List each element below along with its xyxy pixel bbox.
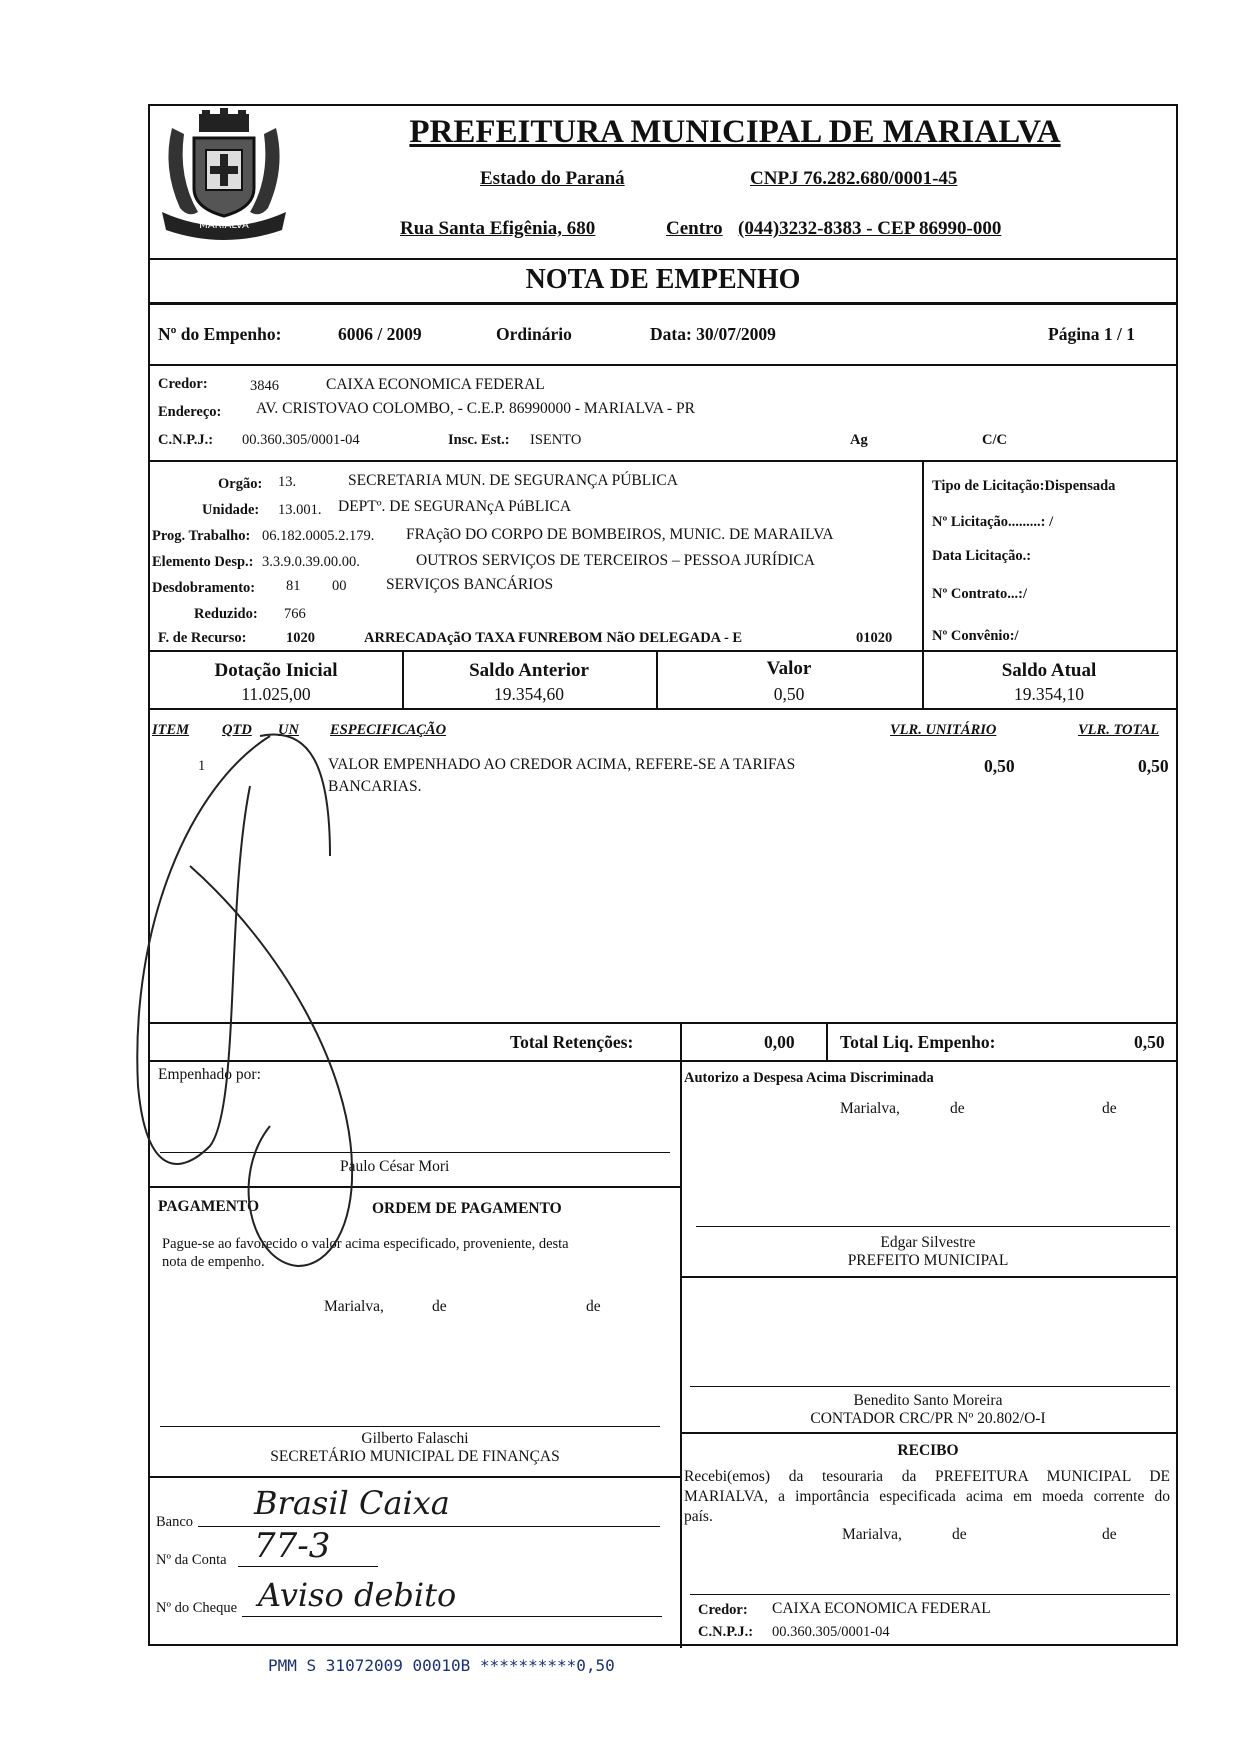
recibo-cnpj-label: C.N.P.J.: [698, 1624, 754, 1640]
prefeito-title: PREFEITO MUNICIPAL [847, 1252, 1009, 1269]
secretario-title: SECRETÁRIO MUNICIPAL DE FINANÇAS [270, 1448, 560, 1465]
recibo-cnpj: 00.360.305/0001-04 [772, 1624, 890, 1640]
cheque-line [242, 1616, 662, 1617]
prog-trabalho-label: Prog. Trabalho: [152, 528, 251, 544]
autorizo-label: Autorizo a Despesa Acima Discriminada [684, 1070, 934, 1086]
recibo-line-3: país. [684, 1508, 713, 1525]
recurso-name: ARRECADAçãO TAXA FUNREBOM NãO DELEGADA - E [364, 630, 743, 646]
cnpj-label: C.N.P.J.: [158, 432, 214, 448]
row-item-number: 1 [198, 758, 206, 774]
credor-cnpj: 00.360.305/0001-04 [242, 432, 360, 448]
divider [826, 1022, 828, 1060]
convenio-numero: Nº Convênio:/ [932, 628, 1019, 644]
total-liquido-label: Total Liq. Empenho: [840, 1032, 996, 1052]
recibo-de-1: de [952, 1526, 967, 1543]
address-district: Centro [666, 218, 723, 239]
empenhado-por-label: Empenhado por: [158, 1066, 261, 1083]
page-number: Página 1 / 1 [1048, 324, 1136, 344]
autorizo-de-2: de [1102, 1100, 1117, 1117]
col-header-qtd: QTD [222, 722, 252, 738]
conta-line [238, 1566, 378, 1567]
desdobramento-name: SERVIÇOS BANCÁRIOS [386, 576, 554, 593]
pagamento-text-line-2: nota de empenho. [162, 1254, 265, 1270]
valor-value: 0,50 [773, 684, 805, 704]
total-liquido-value: 0,50 [1134, 1032, 1165, 1052]
divider [680, 1432, 1176, 1434]
recibo-line-1: Recebi(emos) da tesouraria da PREFEITURA MUNICIPAL DE [684, 1468, 1170, 1485]
desdobramento-code-2: 00 [332, 578, 347, 594]
recibo-city: Marialva, [842, 1526, 902, 1543]
recurso-label: F. de Recurso: [158, 630, 247, 646]
address-phone-cep: (044)3232-8383 - CEP 86990-000 [738, 218, 1002, 239]
divider [150, 302, 1176, 305]
empenhado-por-name: Paulo César Mori [340, 1158, 450, 1175]
credor-address: AV. CRISTOVAO COLOMBO, - C.E.P. 86990000 - MARIALVA - PR [256, 400, 695, 417]
divider [150, 364, 1176, 366]
prog-trabalho-name: FRAçãO DO CORPO DE BOMBEIROS, MUNIC. DE MARAILVA [406, 526, 834, 543]
elemento-name: OUTROS SERVIÇOS DE TERCEIROS – PESSOA JURÍDICA [416, 552, 815, 569]
total-retencoes-label: Total Retenções: [510, 1032, 634, 1052]
reduzido-value: 766 [284, 606, 306, 622]
orgao-code: 13. [278, 474, 297, 490]
recibo-line-2: MARIALVA, a importância especificada acima em moeda corrente do [684, 1488, 1170, 1505]
credor-code: 3846 [250, 378, 279, 394]
divider [150, 460, 1176, 462]
recibo-credor-name: CAIXA ECONOMICA FEDERAL [772, 1600, 991, 1617]
recurso-code-2: 01020 [856, 630, 893, 646]
pagamento-city: Marialva, [324, 1298, 384, 1315]
contrato-numero: Nº Contrato...:/ [932, 586, 1027, 602]
credor-name: CAIXA ECONOMICA FEDERAL [326, 376, 545, 393]
orgao-label: Orgão: [218, 476, 263, 492]
empenho-number: 6006 / 2009 [338, 324, 422, 344]
divider [680, 1022, 682, 1060]
ordem-pagamento-label: ORDEM DE PAGAMENTO [372, 1200, 562, 1217]
handwritten-oval-mark [130, 706, 430, 1306]
row-total-value: 0,50 [1138, 756, 1169, 776]
cheque-handwritten: Aviso debito [258, 1576, 457, 1614]
secretario-name: Gilberto Falaschi [361, 1430, 469, 1447]
nota-de-empenho-form [148, 104, 1178, 1646]
unidade-code: 13.001. [278, 502, 322, 518]
unidade-name: DEPTº. DE SEGURANçA PúBLICA [338, 498, 572, 515]
col-header-un: UN [278, 722, 299, 738]
document-title: NOTA DE EMPENHO [525, 264, 801, 295]
row-description-line-2: BANCARIAS. [328, 778, 422, 795]
prefeito-name: Edgar Silvestre [880, 1234, 976, 1251]
col-header-item: ITEM [152, 722, 190, 738]
signature-line [690, 1386, 1170, 1387]
saldo-anterior-label: Saldo Anterior [469, 660, 589, 681]
banco-label: Banco [156, 1514, 194, 1530]
insc-label: Insc. Est.: [448, 432, 510, 448]
row-unit-value: 0,50 [984, 756, 1015, 776]
elemento-label: Elemento Desp.: [152, 554, 254, 570]
recibo-title: RECIBO [897, 1442, 959, 1459]
divider [150, 1476, 680, 1478]
saldo-anterior-value: 19.354,60 [494, 684, 564, 704]
cnpj-header: CNPJ 76.282.680/0001-45 [750, 168, 958, 189]
licitacao-data: Data Licitação.: [932, 548, 1032, 564]
saldo-atual-label: Saldo Atual [1001, 660, 1097, 681]
empenho-label: Nº do Empenho: [158, 324, 282, 344]
empenho-type: Ordinário [496, 324, 572, 344]
endereco-label: Endereço: [158, 404, 222, 420]
credor-label: Credor: [158, 376, 208, 392]
unidade-label: Unidade: [202, 502, 260, 518]
desdobramento-code-1: 81 [286, 578, 301, 594]
row-description-line-1: VALOR EMPENHADO AO CREDOR ACIMA, REFERE-SE A TARIFAS [328, 756, 796, 773]
address-street: Rua Santa Efigênia, 680 [400, 218, 596, 239]
reduzido-label: Reduzido: [194, 606, 258, 622]
col-header-especificacao: ESPECIFICAÇÃO [330, 722, 447, 738]
conta-corrente-label: C/C [982, 432, 1007, 448]
divider [922, 460, 924, 650]
pagamento-label: PAGAMENTO [158, 1198, 260, 1215]
signature-line [690, 1594, 1170, 1595]
crest-motto: MARIALVA [199, 220, 249, 231]
elemento-code: 3.3.9.0.39.00.00. [262, 554, 360, 570]
divider [150, 258, 1176, 260]
pagamento-text-line-1: Pague-se ao favorecido o valor acima especificado, proveniente, desta [162, 1236, 569, 1252]
insc-value: ISENTO [530, 432, 582, 448]
col-header-vlr-total: VLR. TOTAL [1078, 722, 1160, 738]
dotacao-value: 11.025,00 [241, 684, 311, 704]
recibo-de-2: de [1102, 1526, 1117, 1543]
col-header-vlr-unitario: VLR. UNITÁRIO [890, 722, 997, 738]
saldo-atual-value: 19.354,10 [1014, 684, 1084, 704]
payment-stamp: PMM S 31072009 00010B **********0,50 [268, 1656, 615, 1675]
autorizo-de-1: de [950, 1100, 965, 1117]
licitacao-numero: Nº Licitação.........: / [932, 514, 1054, 530]
banco-handwritten: Brasil Caixa [254, 1484, 450, 1522]
autorizo-city: Marialva, [840, 1100, 900, 1117]
conta-handwritten: 77-3 [254, 1526, 331, 1566]
licitacao-tipo: Tipo de Licitação:Dispensada [932, 478, 1116, 494]
divider [680, 1276, 1176, 1278]
conta-label: Nº da Conta [156, 1552, 227, 1568]
recibo-credor-label: Credor: [698, 1602, 748, 1618]
agencia-label: Ag [850, 432, 868, 448]
orgao-name: SECRETARIA MUN. DE SEGURANÇA PÚBLICA [348, 472, 678, 489]
dotacao-label: Dotação Inicial [214, 660, 338, 681]
divider [680, 1060, 682, 1648]
prog-trabalho-code: 06.182.0005.2.179. [262, 528, 375, 544]
signature-line [160, 1426, 660, 1427]
cheque-label: Nº do Cheque [156, 1600, 238, 1616]
recurso-code: 1020 [286, 630, 315, 646]
divider [150, 650, 1176, 652]
coat-of-arms-icon [154, 108, 294, 244]
contador-title: CONTADOR CRC/PR Nº 20.802/O-I [810, 1410, 1046, 1427]
municipality-title: PREFEITURA MUNICIPAL DE MARIALVA [409, 114, 1061, 150]
contador-name: Benedito Santo Moreira [853, 1392, 1003, 1409]
empenho-date: Data: 30/07/2009 [650, 324, 776, 344]
valor-label: Valor [766, 658, 812, 679]
total-retencoes-value: 0,00 [764, 1032, 795, 1052]
pagamento-de-2: de [586, 1298, 601, 1315]
state-label: Estado do Paraná [480, 168, 625, 189]
signature-line [696, 1226, 1170, 1227]
desdobramento-label: Desdobramento: [152, 580, 256, 596]
pagamento-de-1: de [432, 1298, 447, 1315]
